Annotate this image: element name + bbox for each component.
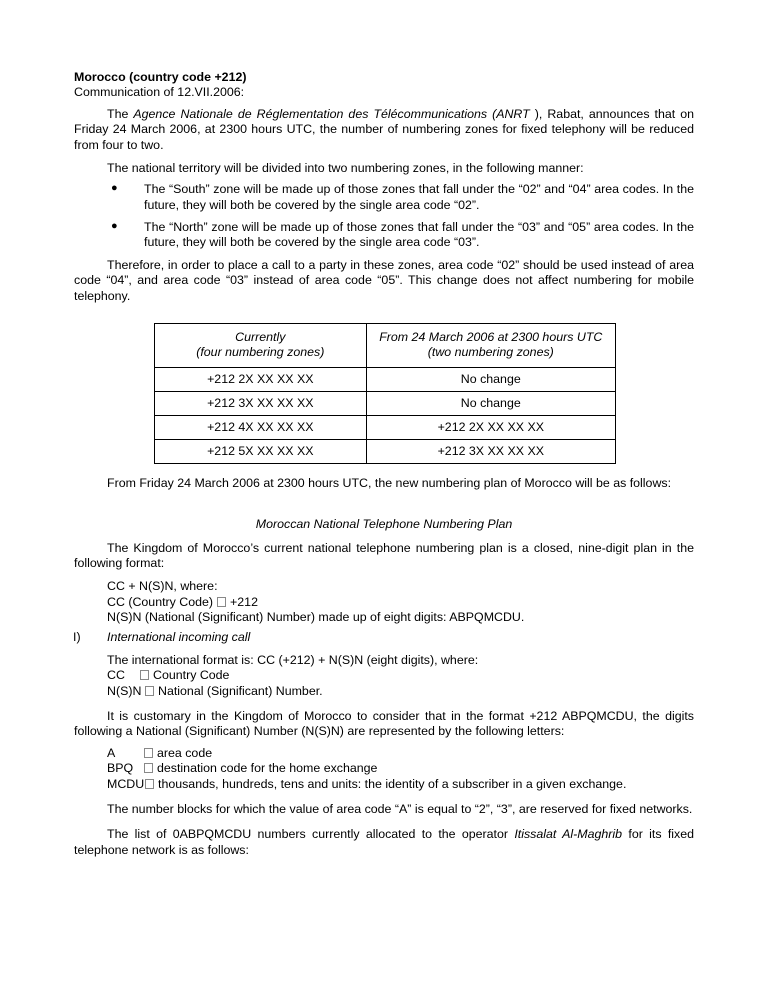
operator-paragraph (74, 827, 694, 858)
section-number: I) (73, 629, 81, 644)
table-row (155, 439, 616, 463)
announcement-text-start: The (107, 106, 134, 121)
table-cell-current: +212 3X XX XX XX (155, 391, 367, 415)
intl-cc-line (107, 668, 694, 683)
letters-intro-paragraph: It is customary in the Kingdom of Morocco to consider that in the format +212 ABPQMCDU, the digits following a National (Significant) Number (N(S)N) are represented by the following letters: (74, 709, 694, 739)
bullet-text: The “North” zone will be made up of those zones that fall under the “03” and “05” area codes. In the future, they will both be covered by the single area code “03”. (144, 220, 694, 250)
letter-label: BPQ (107, 761, 134, 776)
numbering-change-table (154, 323, 616, 464)
new-plan-intro: From Friday 24 March 2006 at 2300 hours UTC, the new numbering plan of Morocco will be as follows: (107, 475, 672, 490)
table-row (155, 415, 616, 439)
arrow-symbol-icon (217, 597, 226, 607)
cc-value: Country Code (153, 668, 230, 683)
table-cell-new: +212 2X XX XX XX (366, 415, 615, 439)
operator-text-start: The list of 0ABPQMCDU numbers currently allocated to the operator (107, 827, 515, 842)
arrow-symbol-icon (145, 686, 154, 696)
header-current-line1: Currently (235, 329, 286, 344)
format-cc-line (107, 595, 694, 610)
table-row (155, 391, 616, 415)
cc-label: CC (Country Code) (107, 594, 214, 609)
letter-value: area code (157, 745, 213, 760)
letter-label: MCDU (107, 776, 145, 791)
bullet-icon: ● (111, 220, 118, 232)
arrow-symbol-icon (140, 670, 149, 680)
table-cell-new: No change (366, 391, 615, 415)
bullet-icon: ● (111, 182, 118, 195)
table-header-row (155, 323, 616, 367)
bullet-item-north (74, 220, 694, 251)
intl-format-line: The international format is: CC (+212) + N(S)N (eight digits), where: (107, 652, 479, 667)
intl-nsn-line (107, 684, 694, 699)
cc-value: +212 (230, 594, 258, 609)
arrow-symbol-icon (144, 748, 153, 758)
bullet-text: The “South” zone will be made up of those zones that fall under the “02” and “04” area codes. In the future, they will both be covered by the single area code “02”. (144, 182, 694, 212)
table-cell-current: +212 4X XX XX XX (155, 415, 367, 439)
plan-title (74, 517, 694, 532)
document-page (74, 70, 694, 858)
area-code-paragraph: Therefore, in order to place a call to a party in these zones, area code “02” should be used instead of area code “04”, and area code “03” instead of area code “05”. This change does not affect numbering for mobile telephony. (74, 257, 694, 303)
plan-description-paragraph: The Kingdom of Morocco’s current national telephone numbering plan is a closed, nine-digit plan in the following format: (74, 540, 694, 570)
zones-intro-paragraph: The national territory will be divided into two numbering zones, in the following manner: (107, 160, 584, 175)
cc-label: CC (107, 668, 125, 683)
table-row (155, 367, 616, 391)
letter-label: A (107, 745, 116, 760)
header-new-line2: (two numbering zones) (427, 345, 554, 360)
arrow-symbol-icon (144, 763, 153, 773)
nsn-value: National (Significant) Number. (158, 683, 323, 698)
table-header-new (366, 323, 615, 367)
bullet-item-south (74, 182, 694, 213)
country-heading: Morocco (country code +212) (74, 70, 247, 84)
operator-text-end: for its fixed telephone network is as follows: (74, 827, 694, 857)
header-current-line2: (four numbering zones) (196, 345, 325, 360)
operator-name: Itissalat Al-Maghrib (514, 827, 623, 842)
letter-line-mcdu (107, 777, 694, 792)
communication-date: Communication of 12.VII.2006: (74, 85, 245, 100)
header-new-line1: From 24 March 2006 at 2300 hours UTC (379, 329, 603, 344)
letters-block (74, 746, 694, 792)
agency-name: Agence Nationale de Réglementation des Télécommunications (ANRT (133, 106, 530, 121)
table-header-current (155, 323, 367, 367)
announcement-paragraph (74, 107, 694, 153)
format-line: CC + N(S)N, where: (107, 579, 218, 594)
format-nsn-line: N(S)N (National (Significant) Number) made up of eight digits: ABPQMCDU. (107, 610, 525, 625)
table-cell-current: +212 2X XX XX XX (155, 367, 367, 391)
arrow-symbol-icon (145, 779, 154, 789)
international-format-block (74, 653, 694, 699)
letter-line-bpq (107, 761, 694, 776)
letter-value: destination code for the home exchange (157, 761, 378, 776)
letter-line-a (107, 746, 694, 761)
section-title: International incoming call (107, 629, 251, 644)
table-cell-new: +212 3X XX XX XX (366, 439, 615, 463)
fixed-networks-paragraph: The number blocks for which the value of area code “A” is equal to “2”, “3”, are reserved for fixed networks. (107, 801, 693, 816)
letter-value: thousands, hundreds, tens and units: the identity of a subscriber in a given exchange. (158, 776, 627, 791)
nsn-label: N(S)N (107, 683, 142, 698)
table-cell-new: No change (366, 367, 615, 391)
table-cell-current: +212 5X XX XX XX (155, 439, 367, 463)
section-international-incoming (74, 630, 694, 645)
announcement-text-end: ), Rabat, announces that on Friday 24 March 2006, at 2300 hours UTC, the number of numbering zones for fixed telephony will be reduced from four to two. (74, 106, 695, 152)
zones-bullet-list (74, 182, 694, 251)
plan-title-text: Moroccan National Telephone Numbering Plan (255, 517, 513, 532)
format-block (74, 579, 694, 625)
